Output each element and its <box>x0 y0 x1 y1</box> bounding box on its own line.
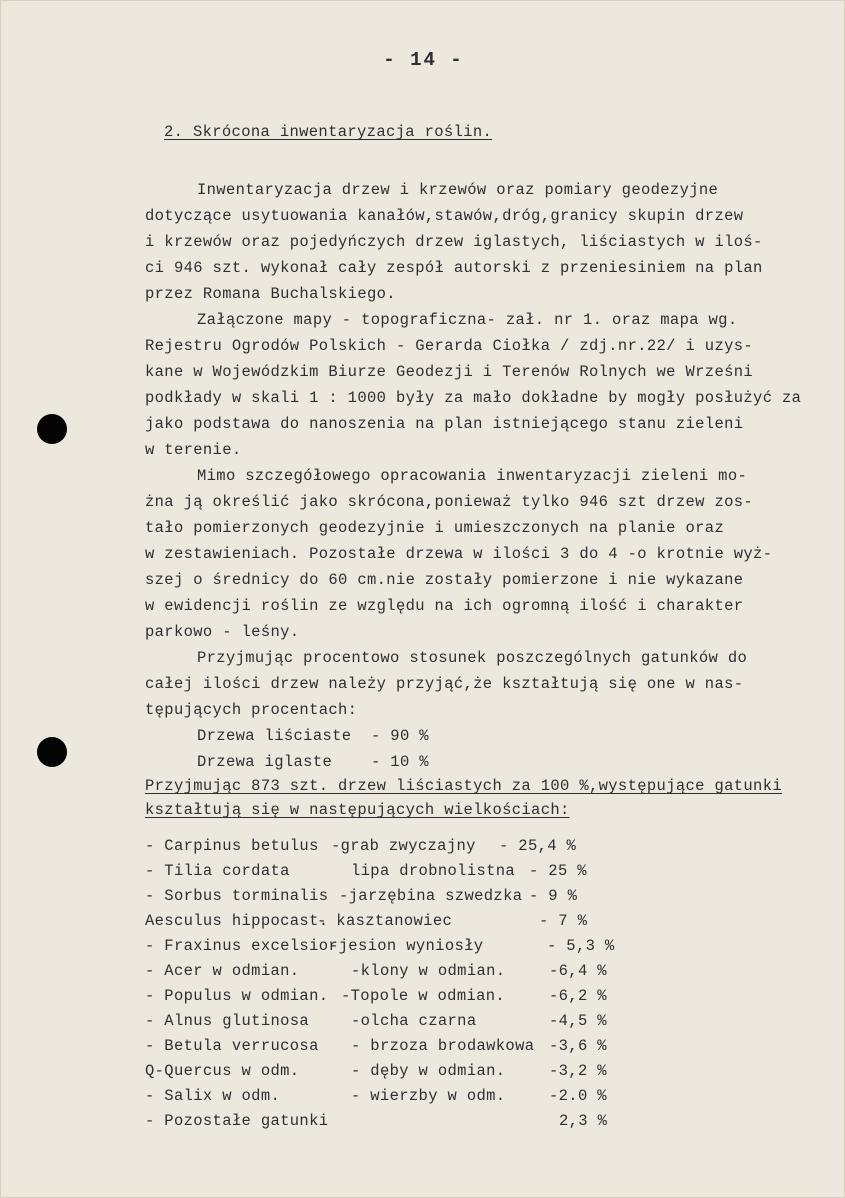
species-latin: - Salix w odm. <box>145 1087 281 1105</box>
species-polish: - brzoza brodawkowa <box>351 1037 535 1055</box>
share-label: Drzewa iglaste <box>197 753 333 771</box>
paragraph-line: jako podstawa do nanoszenia na plan istniejącego stanu zieleni <box>145 415 744 433</box>
species-value: -6,2 % <box>549 987 607 1005</box>
paragraph-line: Przyjmując procentowo stosunek poszczególnych gatunków do <box>197 649 748 667</box>
species-value: -2.0 % <box>549 1087 607 1105</box>
species-value: -3,6 % <box>549 1037 607 1055</box>
share-label: Drzewa liściaste <box>197 727 352 745</box>
species-polish: lipa drobnolistna <box>351 862 516 880</box>
section-heading: 2. Skrócona inwentaryzacja roślin. <box>164 123 493 141</box>
species-intro-line: Przyjmując 873 szt. drzew liściastych za 100 %,występujące gatunki <box>145 777 782 795</box>
species-value: -4,5 % <box>549 1012 607 1030</box>
share-value: - 90 % <box>371 727 429 745</box>
species-latin: - Pozostałe gatunki <box>145 1112 329 1130</box>
species-polish: - dęby w odmian. <box>351 1062 506 1080</box>
species-polish: -jesion wyniosły <box>329 937 484 955</box>
paragraph-line: kane w Wojewódzkim Biurze Geodezji i Terenów Rolnych we Wrześni <box>145 363 754 381</box>
species-latin: - Populus w odmian. <box>145 987 329 1005</box>
paragraph-line: dotyczące usytuowania kanałów,stawów,dróg,granicy skupin drzew <box>145 207 744 225</box>
species-polish: -grab zwyczajny <box>331 837 476 855</box>
paragraph-line: Inwentaryzacja drzew i krzewów oraz pomiary geodezyjne <box>197 181 719 199</box>
species-latin: Q-Quercus w odm. <box>145 1062 300 1080</box>
species-polish: -Topole w odmian. <box>341 987 506 1005</box>
species-value: -3,2 % <box>549 1062 607 1080</box>
species-latin: - Alnus glutinosa <box>145 1012 310 1030</box>
species-latin: - Tilia cordata <box>145 862 290 880</box>
species-value: - 7 % <box>539 912 588 930</box>
species-intro-line: kształtują się w następujących wielkościach: <box>145 801 570 819</box>
species-value: -6,4 % <box>549 962 607 980</box>
punch-hole <box>37 414 67 444</box>
species-value: - 25 % <box>529 862 587 880</box>
paragraph-line: żna ją określić jako skrócona,ponieważ tylko 946 szt drzew zos- <box>145 493 754 511</box>
paragraph-line: w ewidencji roślin ze względu na ich ogromną ilość i charakter <box>145 597 744 615</box>
paragraph-line: szej o średnicy do 60 cm.nie zostały pomierzone i nie wykazane <box>145 571 744 589</box>
paragraph-line: Mimo szczegółowego opracowania inwentaryzacji zieleni mo- <box>197 467 748 485</box>
species-polish: -olcha czarna <box>351 1012 477 1030</box>
paragraph-line: w zestawieniach. Pozostałe drzewa w ilości 3 do 4 -o krotnie wyż- <box>145 545 773 563</box>
paragraph-line: całej ilości drzew należy przyjąć,że kształtują się one w nas- <box>145 675 744 693</box>
paragraph-line: przez Romana Buchalskiego. <box>145 285 396 303</box>
species-latin: - Betula verrucosa <box>145 1037 319 1055</box>
paragraph-line: podkłady w skali 1 : 1000 były za mało dokładne by mogły posłużyć za <box>145 389 802 407</box>
species-value: - 5,3 % <box>547 937 615 955</box>
species-value: 2,3 % <box>559 1112 608 1130</box>
species-latin: - Sorbus torminalis <box>145 887 329 905</box>
species-polish: - wierzby w odm. <box>351 1087 506 1105</box>
paragraph-line: parkowo - leśny. <box>145 623 300 641</box>
page-number: - 14 - <box>383 49 464 71</box>
paragraph-line: Załączone mapy - topograficzna- zał. nr 1. oraz mapa wg. <box>197 311 738 329</box>
paragraph-line: w terenie. <box>145 441 242 459</box>
species-polish: - kasztanowiec <box>317 912 453 930</box>
species-polish: -jarzębina szwedzka <box>339 887 523 905</box>
species-latin: - Fraxinus excelsior <box>145 937 339 955</box>
paragraph-line: tało pomierzonych geodezyjnie i umieszczonych na planie oraz <box>145 519 725 537</box>
paragraph-line: tępujących procentach: <box>145 701 358 719</box>
species-value: - 25,4 % <box>499 837 577 855</box>
share-value: - 10 % <box>371 753 429 771</box>
punch-hole <box>37 737 67 767</box>
paragraph-line: ci 946 szt. wykonał cały zespół autorski z przeniesiniem na plan <box>145 259 763 277</box>
paragraph-line: i krzewów oraz pojedyńczych drzew iglastych, liściastych w iloś- <box>145 233 763 251</box>
species-latin: Aesculus hippocast. <box>145 912 329 930</box>
species-latin: - Acer w odmian. <box>145 962 300 980</box>
species-polish: -klony w odmian. <box>351 962 506 980</box>
species-latin: - Carpinus betulus <box>145 837 319 855</box>
paragraph-line: Rejestru Ogrodów Polskich - Gerarda Ciołka / zdj.nr.22/ i uzys- <box>145 337 754 355</box>
species-value: - 9 % <box>529 887 578 905</box>
